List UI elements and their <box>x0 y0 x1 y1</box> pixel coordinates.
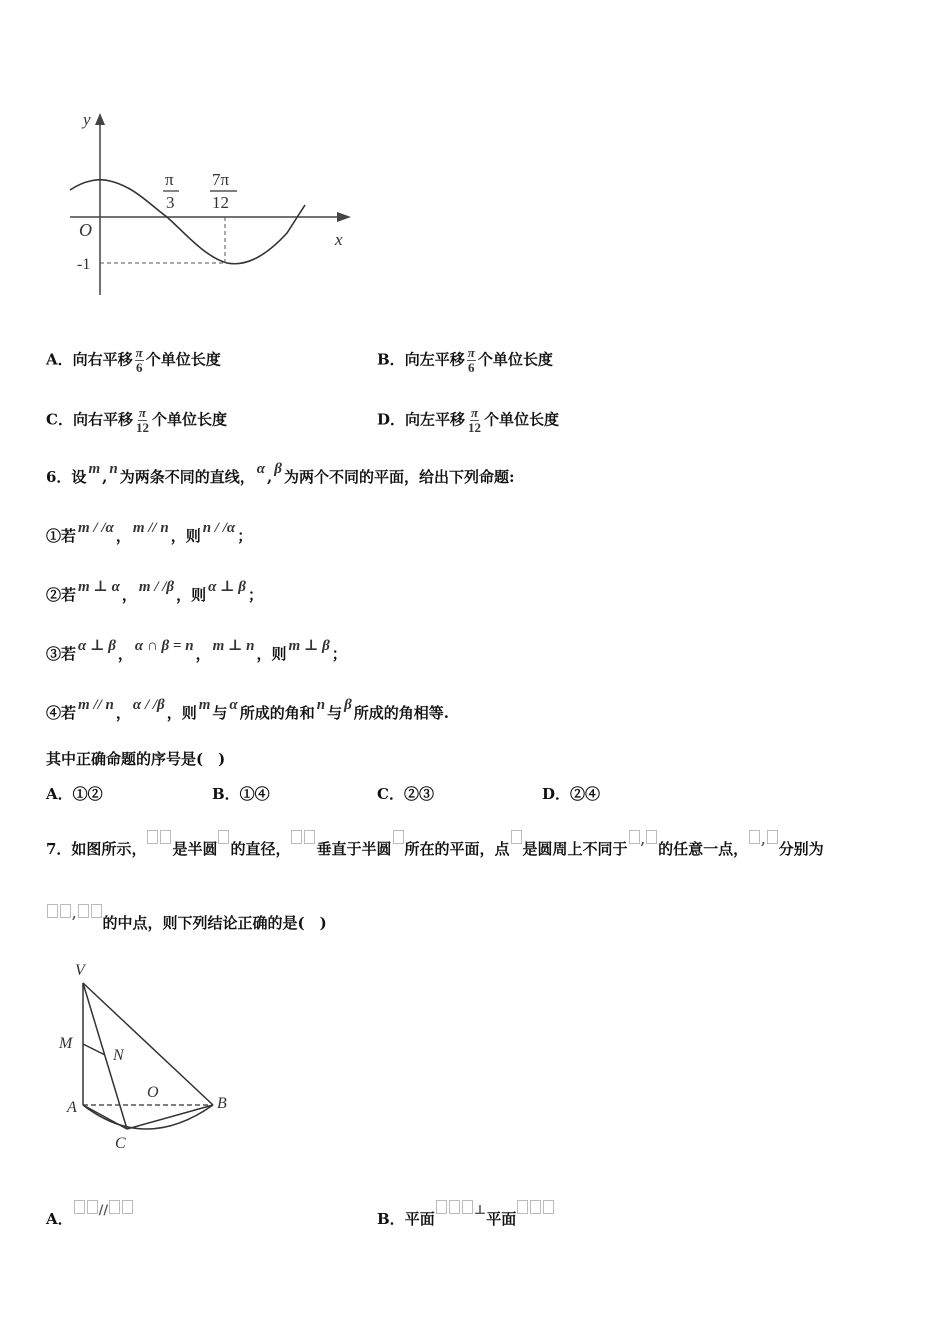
point-O: O <box>147 1084 159 1101</box>
q6-proposition-4: ④若 m // n ， α / /β ，则 m 与 α 所成的角和 n 与 β 所成的角相等. <box>46 697 450 722</box>
q5-option-b[interactable]: B．向左平移 $\frac{\pi}{6}$ 个单位长度 <box>377 345 553 375</box>
missing-glyph <box>629 830 640 844</box>
fraction: $\frac{\pi}{12}$ <box>135 405 149 435</box>
missing-glyph <box>749 830 760 844</box>
missing-glyph <box>517 1200 528 1214</box>
tick1-num: π <box>165 170 174 189</box>
missing-glyph <box>646 830 657 844</box>
q5-option-d[interactable]: D．向左平移 $\frac{\pi}{12}$ 个单位长度 <box>377 405 560 435</box>
missing-glyph <box>74 1200 85 1214</box>
min-label: -1 <box>77 256 91 273</box>
missing-glyph <box>147 830 158 844</box>
q5-option-a[interactable]: A．向右平移 $\frac{\pi}{6}$ 个单位长度 <box>46 345 221 375</box>
missing-glyph <box>91 904 102 918</box>
missing-glyph <box>436 1200 447 1214</box>
q6-option-b[interactable]: B．①④ <box>212 785 270 803</box>
q6-proposition-2: ②若 m ⊥ α ， m / /β ，则 α ⊥ β ； <box>46 579 264 604</box>
missing-glyph <box>291 830 302 844</box>
missing-glyph <box>304 830 315 844</box>
q5-option-c[interactable]: C．向右平移 $\frac{\pi}{12}$ 个单位长度 <box>46 405 227 435</box>
cone-figure <box>55 955 245 1155</box>
origin-label: O <box>79 220 92 240</box>
sine-graph <box>55 105 365 305</box>
missing-glyph <box>449 1200 460 1214</box>
q6-option-a[interactable]: A．①② <box>46 785 103 803</box>
missing-glyph <box>87 1200 98 1214</box>
missing-glyph <box>218 830 229 844</box>
q6-proposition-3: ③若 α ⊥ β ， α ∩ β = n ， m ⊥ n ，则 m ⊥ β ； <box>46 638 347 663</box>
point-V: V <box>75 962 85 979</box>
q7-option-b[interactable]: B．平面 ⊥平面 <box>377 1200 555 1229</box>
missing-glyph <box>160 830 171 844</box>
missing-glyph <box>543 1200 554 1214</box>
q6-option-c[interactable]: C．②③ <box>377 785 434 803</box>
tick2-num: 7π <box>212 170 230 189</box>
x-axis-arrow <box>337 212 351 222</box>
q6-question: 其中正确命题的序号是( ) <box>46 750 226 768</box>
point-A: A <box>67 1099 77 1116</box>
y-label: y <box>83 110 91 129</box>
semicircle-arc <box>83 1105 213 1129</box>
missing-glyph <box>109 1200 120 1214</box>
tick1-den: 3 <box>166 193 175 212</box>
missing-glyph <box>462 1200 473 1214</box>
fraction: $\frac{\pi}{6}$ <box>135 345 143 375</box>
missing-glyph <box>122 1200 133 1214</box>
y-axis-arrow <box>95 113 105 125</box>
sine-curve <box>70 180 305 264</box>
q7-stem-line2: , 的中点，则下列结论正确的是( ) <box>46 904 327 933</box>
missing-glyph <box>530 1200 541 1214</box>
missing-glyph <box>767 830 778 844</box>
point-N: N <box>113 1047 124 1064</box>
point-M: M <box>59 1035 73 1052</box>
q7-stem-line1: 7．如图所示， 是半圆 的直径， 垂直于半圆 所在的平面，点 是圆周上不同于 , 的任意一点， , 分别为 <box>46 830 824 859</box>
missing-glyph <box>511 830 522 844</box>
missing-glyph <box>47 904 58 918</box>
fraction: $\frac{\pi}{6}$ <box>467 345 475 375</box>
fraction: $\frac{\pi}{12}$ <box>468 405 482 435</box>
missing-glyph <box>60 904 71 918</box>
x-label: x <box>335 230 343 249</box>
q7-option-a[interactable]: A． // <box>46 1200 134 1229</box>
q6-option-d[interactable]: D．②④ <box>542 785 601 803</box>
point-B: B <box>217 1095 227 1112</box>
q6-stem: 6．设 m , n 为两条不同的直线， α , β 为两个不同的平面，给出下列命题: <box>46 461 515 486</box>
tick2-den: 12 <box>212 193 229 212</box>
missing-glyph <box>78 904 89 918</box>
missing-glyph <box>393 830 404 844</box>
point-C: C <box>115 1135 126 1152</box>
q6-proposition-1: ①若 m / /α ， m // n ，则 n / /α ； <box>46 520 253 545</box>
